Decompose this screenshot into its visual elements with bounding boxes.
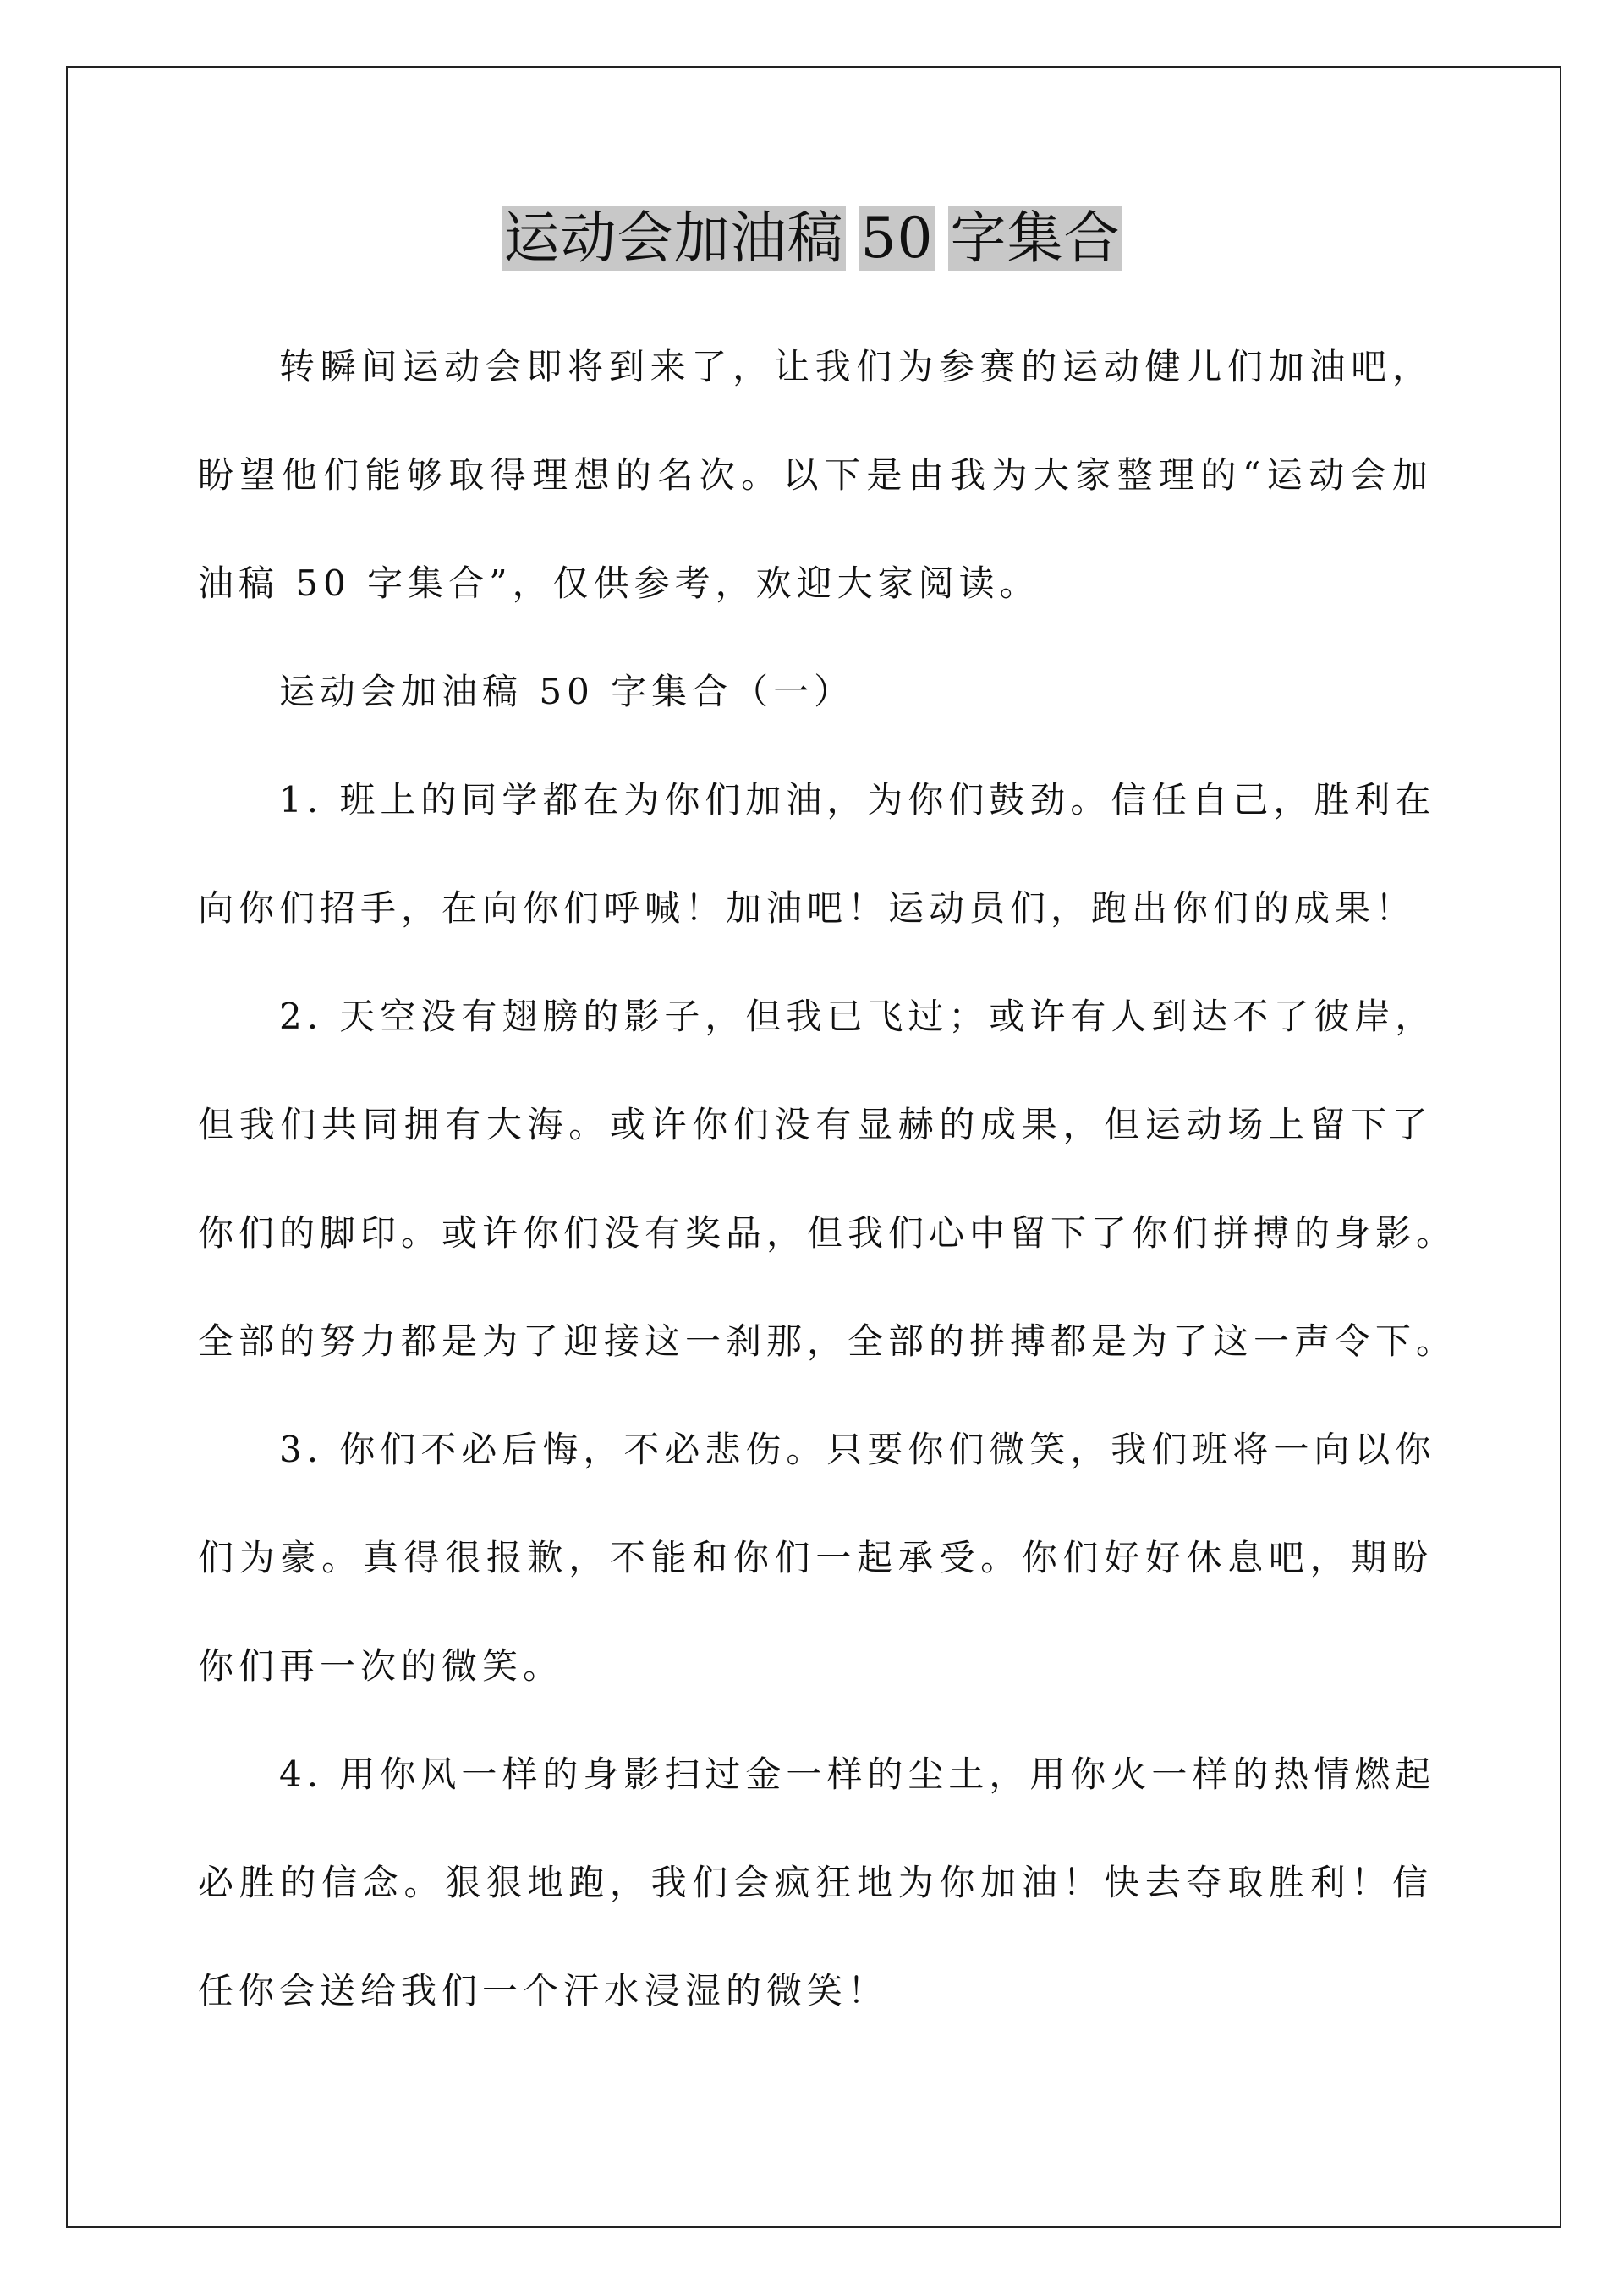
text-line: 1. 班上的同学都在为你们加油，为你们鼓劲。信任自己，胜利在 [279,779,1436,820]
text-line: 4. 用你风一样的身影扫过金一样的尘土，用你火一样的热情燃起 [279,1753,1436,1795]
item-3-paragraph [198,1396,1436,1720]
item-4-paragraph [198,1720,1436,2045]
title-container [0,200,1624,277]
item-1-paragraph [198,746,1436,963]
document-body [198,313,1457,2045]
text-line: 你们的脚印。或许你们没有奖品，但我们心中留下了你们拼搏的身影。 [198,1212,1457,1254]
text-line: 2. 天空没有翅膀的影子，但我已飞过；或许有人到达不了彼岸， [279,996,1436,1037]
document-title [502,200,1122,277]
title-part-2: 50 [860,206,934,271]
section-heading [198,638,1433,746]
text-line: 转瞬间运动会即将到来了，让我们为参赛的运动健儿们加油吧， [279,346,1433,387]
title-part-3: 字集合 [950,206,1121,271]
intro-paragraph [198,313,1433,638]
text-line: 必胜的信念。狠狠地跑，我们会疯狂地为你加油！快去夺取胜利！信 [198,1862,1433,1903]
text-line: 向你们招手，在向你们呼喊！加油吧！运动员们，跑出你们的成果！ [198,887,1417,929]
text-line: 盼望他们能够取得理想的名次。以下是由我为大家整理的“运动会加 [198,454,1433,496]
title-part-1: 运动会加油稿 [503,206,844,271]
text-line: 你们再一次的微笑。 [198,1645,564,1687]
text-line: 油稿 50 字集合”，仅供参考，欢迎大家阅读。 [198,563,1040,604]
text-line: 们为豪。真得很报歉，不能和你们一起承受。你们好好休息吧，期盼 [198,1537,1433,1578]
text-line: 3. 你们不必后悔，不必悲伤。只要你们微笑，我们班将一向以你 [279,1429,1436,1470]
text-line: 任你会送给我们一个汗水浸湿的微笑！ [198,1970,889,2011]
text-line: 运动会加油稿 50 字集合（一） [279,671,855,712]
text-line: 但我们共同拥有大海。或许你们没有显赫的成果，但运动场上留下了 [198,1104,1433,1145]
text-line: 全部的努力都是为了迎接这一刹那，全部的拼搏都是为了这一声令下。 [198,1320,1457,1362]
item-2-paragraph [198,963,1457,1396]
